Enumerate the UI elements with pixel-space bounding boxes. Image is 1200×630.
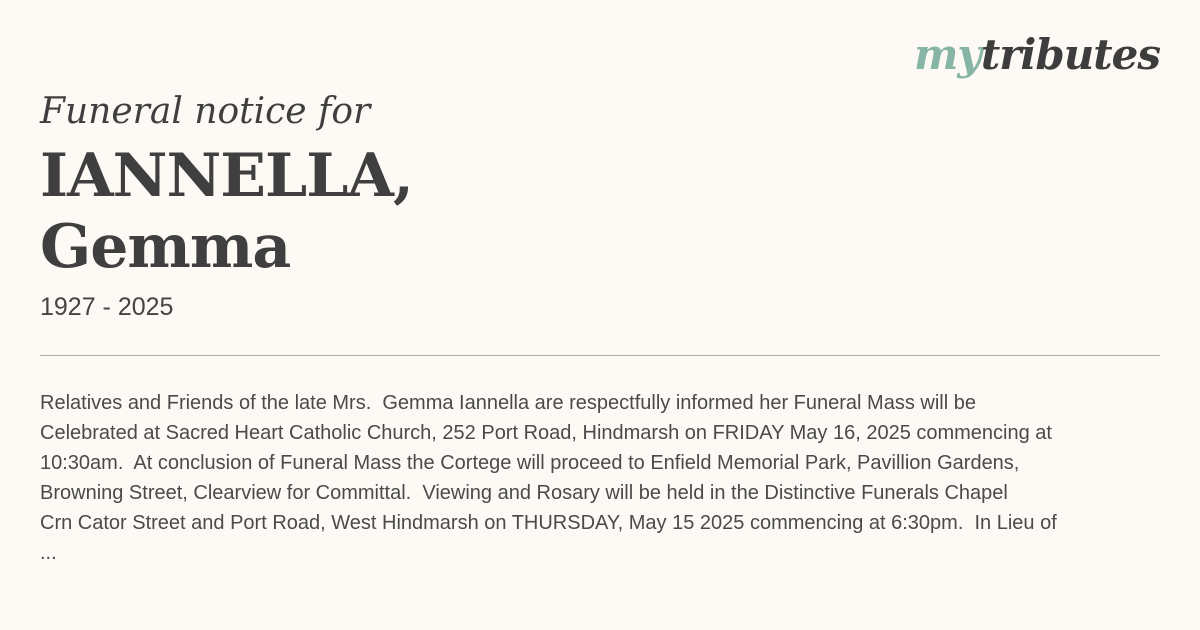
section-divider bbox=[40, 355, 1160, 356]
notice-body-line: Browning Street, Clearview for Committal. Viewing and Rosary will be held in the Distinctive Funerals Chapel bbox=[40, 482, 1008, 504]
life-years: 1927 - 2025 bbox=[40, 293, 174, 321]
logo-my-text: my bbox=[913, 30, 981, 79]
deceased-given-name: Gemma bbox=[40, 212, 291, 282]
deceased-surname: IANNELLA, bbox=[40, 141, 413, 211]
mytributes-logo[interactable] bbox=[913, 30, 1160, 79]
notice-body-line: Crn Cator Street and Port Road, West Hindmarsh on THURSDAY, May 15 2025 commencing at 6:30pm. In Lieu of bbox=[40, 512, 1057, 534]
notice-body-line: 10:30am. At conclusion of Funeral Mass the Cortege will proceed to Enfield Memorial Park, Pavillion Gardens, bbox=[40, 452, 1020, 474]
notice-body-ellipsis: ... bbox=[40, 542, 57, 564]
notice-body bbox=[40, 388, 1160, 568]
notice-heading: Funeral notice for bbox=[40, 91, 371, 132]
notice-body-line: Relatives and Friends of the late Mrs. Gemma Iannella are respectfully informed her Funeral Mass will be bbox=[40, 392, 976, 414]
notice-body-line: Celebrated at Sacred Heart Catholic Church, 252 Port Road, Hindmarsh on FRIDAY May 16, 2025 commencing at bbox=[40, 422, 1052, 444]
logo-tributes-text: tributes bbox=[980, 30, 1160, 79]
